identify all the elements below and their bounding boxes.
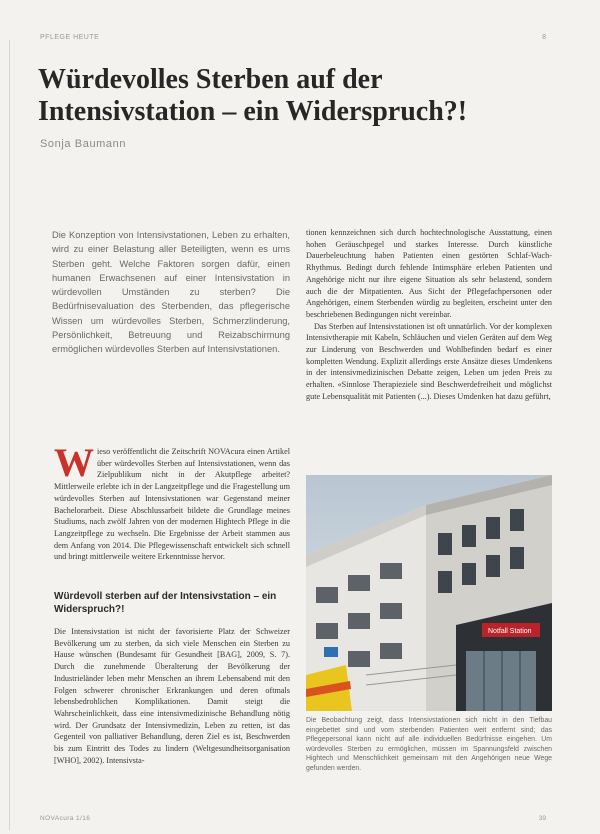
page-binding-line xyxy=(9,40,10,830)
hospital-photo xyxy=(306,475,552,711)
hospital-building-illustration xyxy=(306,475,552,711)
drop-cap: W xyxy=(54,440,94,485)
header-page-marker: 8 xyxy=(542,34,546,41)
notfall-sign-text: Notfall Station xyxy=(488,628,532,635)
section-subheading: Würdevoll sterben auf der Intensivstation – ein Widerspruch?! xyxy=(54,591,277,615)
article-title: Würdevolles Sterben auf der Intensivstation – ein Widerspruch?! xyxy=(38,64,468,127)
body-paragraph: tionen kennzeichnen sich durch hochtechnologische Ausstattung, einen hohen Geräuschpegel und starkes Interesse. Durch künstliche Dauerbeleuchtung haben Patienten einen gestörten Schlaf-Wach-Rhythmus. Bedingt durch fehlende Intimsphäre erleben Patienten und Angehörige nicht nur ihre eigene Situation als sehr belastend, sondern auch die der Mitpatienten. Aus Sicht der Pflegefachpersonen oder Angehörigen, einem Sterbenden würdig zu begleiten, erscheint unter den beschriebenen Bedingungen nicht vereinbar. xyxy=(306,228,552,319)
intro-paragraph xyxy=(54,440,290,563)
article-author: Sonja Baumann xyxy=(40,138,127,150)
footer-magazine: NOVAcura 1/16 xyxy=(40,815,91,822)
footer-page-number: 39 xyxy=(538,815,546,822)
photo-caption: Die Beobachtung zeigt, dass Intensivstationen sich nicht in den Tiefbau eingebettet sind und vom sterbenden Patienten weit entfernt sind; das Pflegepersonal kann nicht auf alle individuellen Bedürfnisse eingehen. Um würdevolles Sterben zu ermöglichen, müssen im Spannungsfeld zwischen Hightech und Menschlichkeit gemeinsam mit den Angehörigen neue Wege gefunden werden. xyxy=(306,717,552,772)
intro-text: ieso veröffentlicht die Zeitschrift NOVAcura einen Artikel über würdevolles Sterben auf Intensivstationen, wenn das Zielpublikum nicht in der Akutpflege arbeitet? Mittlerweile erlebte ich in der Langzeitpflege und die Fragestellung um würdevolles Sterben auf Intensivstationen war Gegenstand meiner Bachelorarbeit. Diese Abschlussarbeit bildete die Grundlage meines Studiums, nach zwölf Jahren von der modernen Hightech Pflege in die Langzeitpflege zu wechseln. Die Ergebnisse der Arbeit stammen aus dem Anfang von 2014. Die Pflegewissenschaft entwickelt sich schnell und bringt mittlerweile weitere Erkenntnisse hervor. xyxy=(54,447,290,562)
intro-column xyxy=(54,440,290,563)
body-paragraph: Die Intensivstation ist nicht der favorisierte Platz der Schweizer Bevölkerung um zu sterben, da sich viele Menschen ein Sterben zu Hause wünschen (Bundesamt für Gesundheit [BAG], 2009, S. 7). Durch die zunehmende Überalterung der Bevölkerung der Industrieländer leben mehr Menschen an ihrem Lebensabend mit den Folgen schwerer chronischer Erkrankungen und deren oftmals lebensbedrohlichen Komplikationen. Damit steigt die Wahrscheinlichkeit, dass eine intensivmedizinische Behandlung nötig wird. Der Grundsatz der Intensivmedizin, Leben zu retten, ist das Gegenteil von palliativer Behandlung, deren Ziel es ist, Beschwerden bis zum Eintritt des Todes zu lindern (Weltgesundheitsorganisation [WHO], 2002). Intensivsta- xyxy=(54,627,290,765)
section-header: PFLEGE HEUTE xyxy=(40,34,100,41)
body-column-right xyxy=(306,227,552,403)
body-column-left xyxy=(54,626,290,766)
article-lead: Die Konzeption von Intensivstationen, Leben zu erhalten, wird zu einer Belastung aller Beteiligten, wenn es ums Sterben geht. Welche Faktoren sorgen dafür, einen humanen Erwachsenen auf einer Intensivstation in würdevollen Umständen zu sterben? Die Bedürfnisevaluation des Sterbenden, das pflegerische Wissen um würdevolles Sterben, Schmerzlinderung, Persönlichkeit, Betreuung und Reizabschirmung ermöglichen würdevolles Sterben auf Intensivstationen. xyxy=(52,230,290,355)
body-paragraph: Das Sterben auf Intensivstationen ist oft unnatürlich. Vor der komplexen Intensivtherapie mit Kabeln, Schläuchen und vielen Geräten auf dem Weg zur Linderung von Beschwerden und Wohlbefinden bedarf es einer kompletten Wendung. Explizit allerdings erste Ansätze dieses Umdenkens in der intensivmedizinischen Debatte zeigen, Leben um jeden Preis zu erhalten. «Sinnlose Therapieziele sind Beschwerdefreiheit und möglichst gute Lebensqualität mit Patienten (...). Dieses Umdenken hat dazu geführt, xyxy=(306,321,552,401)
